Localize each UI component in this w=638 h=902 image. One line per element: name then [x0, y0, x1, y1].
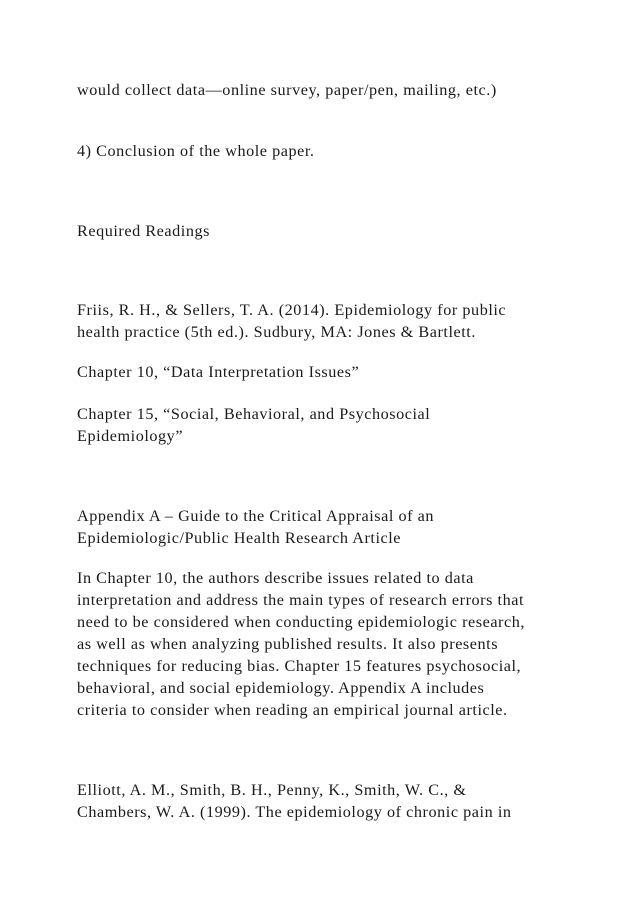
summary-line-7: criteria to consider when reading an empirical journal article.	[77, 701, 508, 719]
chapter-15-line-2: Epidemiology”	[77, 427, 184, 445]
section-heading-required-readings: Required Readings	[77, 222, 210, 240]
appendix-a-line-1: Appendix A – Guide to the Critical Appraisal of an	[77, 507, 435, 525]
reference-elliott-line-2: Chambers, W. A. (1999). The epidemiology of chronic pain in	[77, 803, 512, 821]
appendix-a-line-2: Epidemiologic/Public Health Research Article	[77, 529, 402, 547]
summary-line-5: techniques for reducing bias. Chapter 15 features psychosocial,	[77, 657, 522, 675]
text-line-continuation: would collect data—online survey, paper/pen, mailing, etc.)	[77, 81, 497, 99]
summary-line-6: behavioral, and social epidemiology. Appendix A includes	[77, 679, 485, 697]
summary-line-3: need to be considered when conducting epidemiologic research,	[77, 613, 525, 631]
summary-line-4: as well as when analyzing published results. It also presents	[77, 635, 499, 653]
summary-line-2: interpretation and address the main types of research errors that	[77, 591, 525, 609]
chapter-15-line-1: Chapter 15, “Social, Behavioral, and Psychosocial	[77, 405, 431, 423]
chapter-10-entry: Chapter 10, “Data Interpretation Issues”	[77, 363, 360, 381]
list-item-conclusion: 4) Conclusion of the whole paper.	[77, 142, 315, 160]
reference-elliott-line-1: Elliott, A. M., Smith, B. H., Penny, K., Smith, W. C., &	[77, 781, 467, 799]
reference-friis-line-1: Friis, R. H., & Sellers, T. A. (2014). Epidemiology for public	[77, 301, 507, 319]
reference-friis-line-2: health practice (5th ed.). Sudbury, MA: Jones & Bartlett.	[77, 323, 476, 341]
summary-line-1: In Chapter 10, the authors describe issues related to data	[77, 569, 474, 587]
